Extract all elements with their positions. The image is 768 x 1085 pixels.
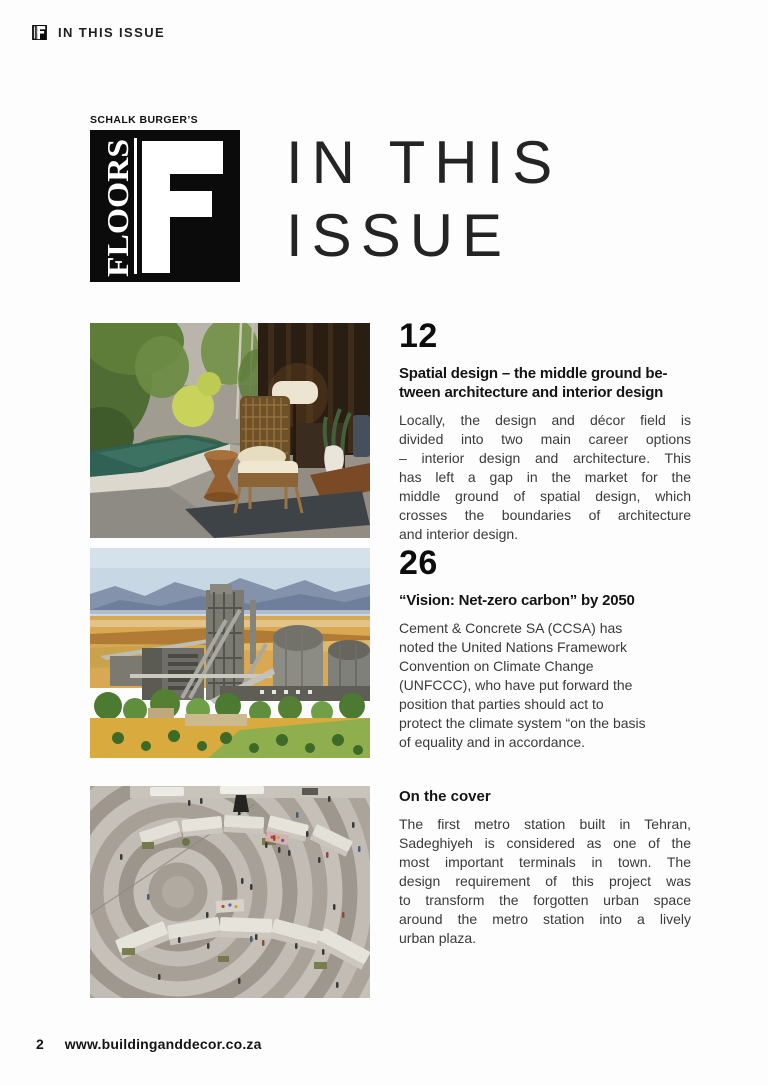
entry-heading: “Vision: Net-zero carbon” by 2050: [399, 592, 635, 609]
toc-entry-net-zero: [399, 545, 691, 752]
page-title-line2: ISSUE: [286, 202, 512, 269]
interior-courtyard-pool-photo: [90, 323, 370, 538]
floors-mini-logo-icon: [32, 25, 47, 40]
toc-entry-on-the-cover: [399, 787, 691, 948]
masthead: [32, 25, 165, 40]
entry-body: Locally, the design and décor field is divided into two main career options – interior design and architecture. This has left a gap in the market for the middle ground of spatial design, which crosses the boundaries of architecture and interior design.: [399, 412, 691, 542]
logo-tagline: SCHALK BURGER’S: [90, 114, 199, 126]
toc-entry-spatial-design: [399, 318, 691, 544]
entry-heading: On the cover: [399, 788, 491, 805]
cement-factory-landscape-photo: [90, 548, 370, 758]
entry-body: Cement & Concrete SA (CCSA) has noted the United Nations Framework Convention on Climate Change (UNFCCC), who have put forward the position that parties should act to protect the climate system “on the basis of equality and in accordance.: [399, 620, 646, 750]
footer-website: www.buildinganddecor.co.za: [64, 1036, 262, 1052]
page-title-line1: IN THIS: [286, 129, 562, 196]
entry-page-number: 26: [399, 544, 438, 582]
footer-page-number: 2: [36, 1036, 44, 1052]
tehran-plaza-aerial-photo: [90, 786, 370, 998]
entry-heading: Spatial design – the middle ground be- tween architecture and interior design: [399, 365, 668, 401]
floors-logo: [90, 130, 240, 282]
page-footer: [36, 1036, 262, 1052]
logo-letter: [240, 130, 241, 131]
floors-vertical-text: FLOORS: [100, 149, 135, 277]
magazine-logo: [90, 114, 240, 287]
masthead-label: IN THIS ISSUE: [58, 25, 166, 40]
entry-body: The first metro station built in Tehran, Sadeghiyeh is considered as one of the most important terminals in town. The design requirement of this project was to transform the forgotten urban space around the metro station into a lively urban plaza.: [399, 816, 691, 946]
entry-page-number: 12: [399, 317, 438, 355]
page-title: [286, 126, 561, 272]
